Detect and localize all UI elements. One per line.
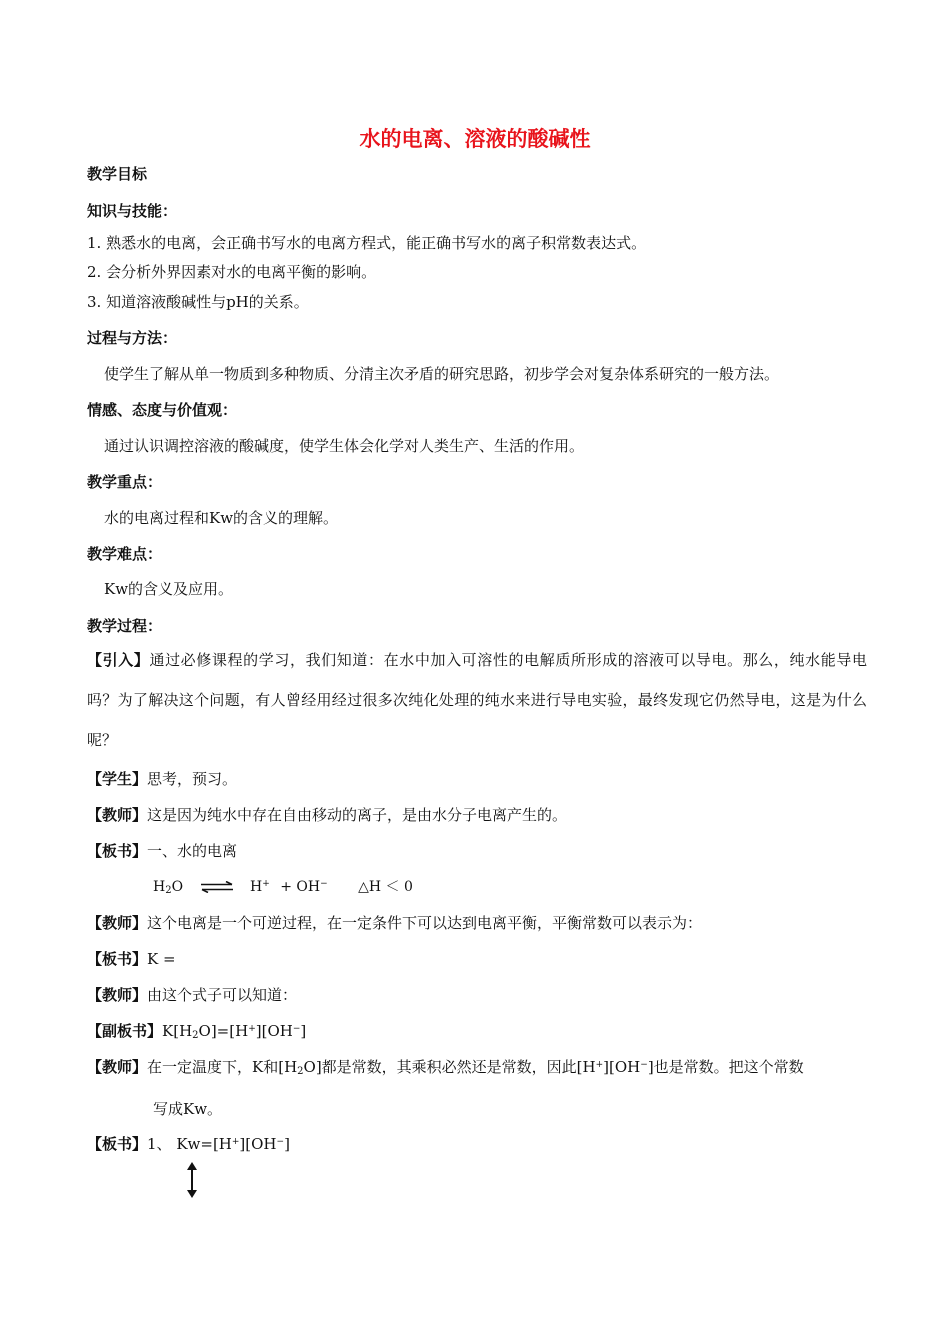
board-tag-3: 【板书】 <box>87 1135 148 1153</box>
eq-minus-superscript: − <box>320 879 328 889</box>
teacher-4-part-a: 在一定温度下，K和[H <box>147 1058 298 1076</box>
key-point-text: 水的电离过程和Kw的含义的理解。 <box>104 509 339 527</box>
teacher-4-minus: − <box>640 1060 648 1070</box>
sub-board-line <box>87 1020 306 1041</box>
board-line-2 <box>87 948 176 969</box>
teacher-text-1: 这是因为纯水中存在自由移动的离子，是由水分子电离产生的。 <box>147 806 568 824</box>
teacher-4-part-g: ]也是常数。把这个常数 <box>647 1058 804 1076</box>
knowledge-item-1: 1. 熟悉水的电离，会正确书写水的电离方程式，能正确书写水的离子积常数表达式。 <box>87 234 647 252</box>
teacher-line-4 <box>87 1056 804 1077</box>
teacher-4-plus: + <box>595 1060 604 1070</box>
board-line-1 <box>87 840 237 861</box>
sub-board-plus: + <box>248 1024 256 1034</box>
teacher-text-3: 由这个式子可以知道： <box>147 986 298 1004</box>
knowledge-heading: 知识与技能： <box>87 202 178 220</box>
emotion-text: 通过认识调控溶液的酸碱度，使学生体会化学对人类生产、生活的作用。 <box>104 437 585 455</box>
teacher-line-2 <box>87 912 702 933</box>
board-3-part-a: 1、 Kw=[H <box>147 1135 232 1153</box>
teacher-tag-2: 【教师】 <box>87 914 148 932</box>
equilibrium-arrows-icon <box>200 881 234 893</box>
board-3-plus: + <box>231 1137 240 1147</box>
difficult-point-text: Kw的含义及应用。 <box>104 580 234 598</box>
intro-text: 通过必修课程的学习，我们知道：在水中加入可溶性的电解质所形成的溶液可以导电。那么，纯水能导电吗？为了解决这个问题，有人曾经用经过很多次纯化处理的纯水来进行导电实验，最终发现它仍然导电，这是为什么呢？ <box>87 651 867 749</box>
teacher-line-1 <box>87 804 567 825</box>
teacher-4-part-c: O]都是常数，其乘积必然还是常数，因此[H <box>303 1058 596 1076</box>
process-method-text: 使学生了解从单一物质到多种物质、分清主次矛盾的研究思路，初步学会对复杂体系研究的一般方法。 <box>104 365 780 383</box>
board-text-1: 一、水的电离 <box>147 842 238 860</box>
water-ionization-equation <box>153 876 413 896</box>
board-3-part-c: ][OH <box>239 1135 277 1153</box>
objectives-heading: 教学目标 <box>87 165 148 183</box>
difficult-point-heading: 教学难点： <box>87 545 163 563</box>
teacher-line-4-continued: 写成Kw。 <box>153 1100 223 1118</box>
knowledge-item-2: 2. 会分析外界因素对水的电离平衡的影响。 <box>87 263 377 281</box>
process-method-heading: 过程与方法： <box>87 329 178 347</box>
double-arrow-vertical-icon <box>186 1162 198 1198</box>
student-tag: 【学生】 <box>87 770 148 788</box>
sub-board-subscript: 2 <box>192 1030 199 1041</box>
board-3-minus: − <box>276 1137 285 1147</box>
sub-board-part-a: K[H <box>162 1022 193 1040</box>
eq-plus-superscript: + <box>262 879 270 889</box>
teacher-tag-4: 【教师】 <box>87 1058 148 1076</box>
procedure-heading: 教学过程： <box>87 617 163 635</box>
board-line-3 <box>87 1133 290 1154</box>
student-line <box>87 768 237 789</box>
teacher-text-2: 这个电离是一个可逆过程，在一定条件下可以达到电离平衡，平衡常数可以表示为： <box>147 914 703 932</box>
student-text: 思考，预习。 <box>147 770 238 788</box>
intro-paragraph <box>87 640 867 760</box>
board-tag-2: 【板书】 <box>87 950 148 968</box>
eq-enthalpy: △H ＜ 0 <box>358 879 413 895</box>
board-3-part-e: ] <box>284 1135 290 1153</box>
teacher-tag-1: 【教师】 <box>87 806 148 824</box>
knowledge-item-3: 3. 知道溶液酸碱性与pH的关系。 <box>87 293 309 311</box>
key-point-heading: 教学重点： <box>87 473 163 491</box>
eq-oh: + OH <box>280 879 321 895</box>
sub-board-part-g: ] <box>300 1022 307 1040</box>
document-title: 水的电离、溶液的酸碱性 <box>359 127 591 151</box>
intro-tag: 【引入】 <box>87 651 150 669</box>
eq-o: O <box>171 879 184 895</box>
eq-hplus: H <box>249 879 263 895</box>
sub-board-part-c: O]=[H <box>198 1022 249 1040</box>
teacher-line-3 <box>87 984 297 1005</box>
sub-board-minus: − <box>292 1024 301 1034</box>
emotion-heading: 情感、态度与价值观： <box>87 401 238 419</box>
board-tag-1: 【板书】 <box>87 842 148 860</box>
teacher-tag-3: 【教师】 <box>87 986 148 1004</box>
teacher-4-subscript: 2 <box>297 1066 304 1077</box>
eq-subscript-2: 2 <box>165 885 172 896</box>
teacher-4-part-e: ][OH <box>603 1058 641 1076</box>
eq-h: H <box>153 879 166 895</box>
sub-board-part-e: ][OH <box>255 1022 293 1040</box>
sub-board-tag: 【副板书】 <box>87 1022 163 1040</box>
board-text-2: K = <box>147 950 176 968</box>
